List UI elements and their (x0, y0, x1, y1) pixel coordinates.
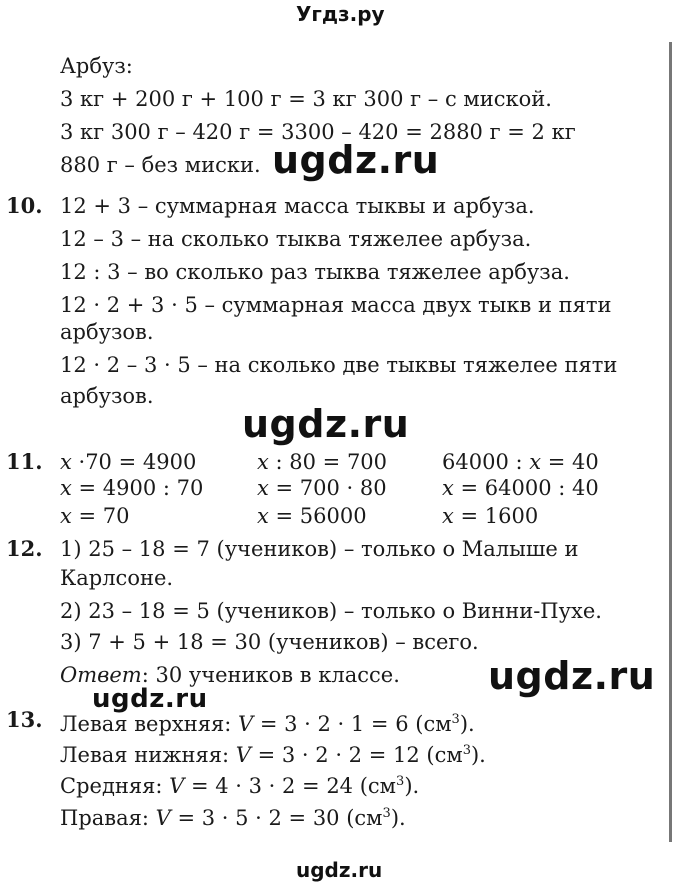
equation (442, 448, 599, 476)
task-10-line: арбузов. (60, 320, 154, 344)
variable-x: x (60, 504, 72, 528)
equation (257, 448, 387, 476)
equation (60, 448, 196, 476)
margin-rule (669, 42, 672, 842)
volume-label: Средняя: (60, 774, 170, 798)
volume-label: Левая верхняя: (60, 712, 238, 736)
unit: см (423, 712, 452, 736)
equation-text: = 56000 (268, 504, 367, 528)
watermark: ugdz.ru (488, 654, 656, 698)
volume-close: ). (470, 743, 486, 767)
intro-label: Арбуз: (60, 54, 133, 78)
unit-exponent: 3 (396, 774, 405, 789)
unit: см (434, 743, 463, 767)
variable-x: x (257, 476, 269, 500)
variable-x: x (529, 450, 542, 474)
task-10-number: 10. (6, 193, 43, 218)
volume-label: Правая: (60, 806, 156, 830)
variable-x: x (442, 476, 454, 500)
task-12-line: 1) 25 – 18 = 7 (учеников) – только о Малыше и (60, 537, 579, 561)
volume-row (60, 706, 475, 738)
volume-label: Левая нижняя: (60, 743, 236, 767)
variable-v: V (238, 712, 254, 736)
task-12-line: 2) 23 – 18 = 5 (учеников) – только о Винни-Пухе. (60, 599, 602, 623)
equation-text: : 80 = 700 (268, 450, 388, 474)
equation-text: = 700 · 80 (268, 476, 387, 500)
volume-expr: = 3 · 2 · 1 = 6 ( (253, 712, 424, 736)
variable-x: x (257, 450, 269, 474)
equation (257, 502, 367, 530)
equation-text: = 70 (71, 504, 130, 528)
site-header: Угдз.ру (296, 2, 385, 26)
volume-row (60, 768, 419, 800)
watermark: ugdz.ru (272, 138, 440, 182)
volume-expr: = 4 · 3 · 2 = 24 ( (184, 774, 368, 798)
task-12-line: Карлсоне. (60, 566, 174, 590)
task-10-line: 12 + 3 – суммарная масса тыквы и арбуза. (60, 194, 535, 218)
volume-row (60, 800, 406, 832)
task-13-number: 13. (6, 707, 43, 732)
unit-exponent: 3 (451, 712, 460, 727)
watermark: ugdz.ru (242, 402, 410, 446)
task-10-line: 12 : 3 – во сколько раз тыква тяжелее арбуза. (60, 260, 570, 284)
equation-text: 64000 : (442, 450, 530, 474)
unit: см (367, 774, 397, 798)
equation (257, 474, 387, 502)
equation-text: = 4900 : 70 (71, 476, 204, 500)
task-10-line: арбузов. (60, 384, 154, 408)
equation (60, 502, 130, 530)
equation-text: ·70 = 4900 (71, 450, 197, 474)
equation-text: = 64000 : 40 (453, 476, 599, 500)
equation-text: = 1600 (453, 504, 539, 528)
equation-text: = 40 (541, 450, 599, 474)
equation (60, 474, 203, 502)
equation (442, 474, 599, 502)
intro-line-3: 880 г – без миски. (60, 153, 261, 177)
answer-label: Ответ (60, 663, 142, 687)
variable-v: V (169, 774, 185, 798)
unit-exponent: 3 (382, 806, 391, 821)
volume-close: ). (404, 774, 420, 798)
volume-expr: = 3 · 2 · 2 = 12 ( (250, 743, 435, 767)
task-12-number: 12. (6, 536, 43, 561)
intro-line-2: 3 кг 300 г – 420 г = 3300 – 420 = 2880 г = 2 кг (60, 120, 576, 144)
volume-close: ). (459, 712, 475, 736)
volume-close: ). (390, 806, 406, 830)
volume-expr: = 3 · 5 · 2 = 30 ( (170, 806, 355, 830)
variable-v: V (235, 743, 251, 767)
variable-x: x (60, 450, 72, 474)
equation (442, 502, 538, 530)
task-10-line: 12 · 2 + 3 · 5 – суммарная масса двух тыкв и пяти (60, 293, 612, 317)
unit-exponent: 3 (462, 743, 471, 758)
variable-v: V (155, 806, 171, 830)
task-12-line: 3) 7 + 5 + 18 = 30 (учеников) – всего. (60, 630, 479, 654)
watermark: ugdz.ru (92, 684, 208, 714)
site-footer: ugdz.ru (296, 858, 383, 882)
intro-line-1: 3 кг + 200 г + 100 г = 3 кг 300 г – с миской. (60, 87, 552, 111)
variable-x: x (257, 504, 269, 528)
variable-x: x (442, 504, 454, 528)
variable-x: x (60, 476, 72, 500)
volume-row (60, 737, 486, 769)
task-11-number: 11. (6, 449, 43, 474)
answer-text: : 30 учеников в классе. (141, 663, 400, 687)
task-10-line: 12 – 3 – на сколько тыква тяжелее арбуза. (60, 227, 532, 251)
task-10-line: 12 · 2 – 3 · 5 – на сколько две тыквы тяжелее пяти (60, 353, 618, 377)
unit: см (354, 806, 383, 830)
